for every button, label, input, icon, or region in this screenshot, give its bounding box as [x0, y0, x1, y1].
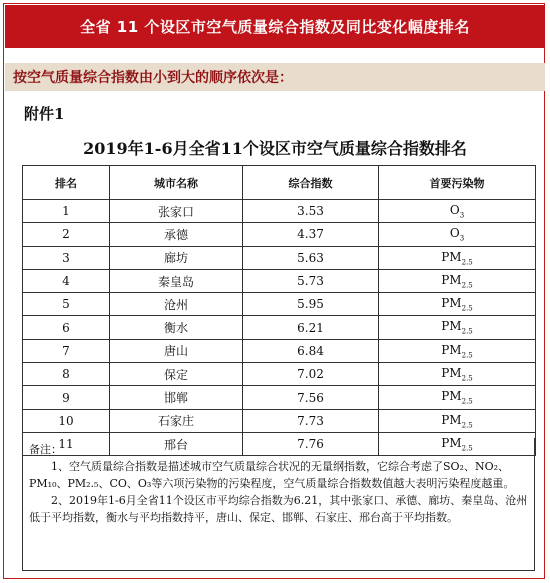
pollutant-cell — [379, 363, 536, 386]
table-row — [23, 223, 536, 246]
city-cell: 承德 — [110, 223, 243, 246]
pollutant-name: PM — [441, 319, 462, 334]
rank-cell: 8 — [23, 363, 110, 386]
city-cell: 唐山 — [110, 339, 243, 362]
pollutant-subscript: 2.5 — [461, 327, 473, 336]
pollutant-name: PM — [441, 249, 462, 264]
pollutant-cell — [379, 246, 536, 269]
city-cell: 石家庄 — [110, 409, 243, 432]
column-header-rank: 排名 — [23, 166, 110, 200]
pollutant-cell — [379, 200, 536, 223]
pollutant-name: PM — [441, 342, 462, 357]
pollutant-subscript: 2.5 — [461, 351, 473, 360]
rank-cell: 7 — [23, 339, 110, 362]
index-cell: 6.84 — [243, 339, 379, 362]
document-image — [5, 91, 545, 579]
city-cell: 张家口 — [110, 200, 243, 223]
pollutant-name: O — [449, 202, 460, 217]
pollutant-cell — [379, 293, 536, 316]
pollutant-subscript: 2.5 — [461, 421, 473, 430]
index-cell: 7.73 — [243, 409, 379, 432]
city-cell: 廊坊 — [110, 246, 243, 269]
table-row — [23, 363, 536, 386]
section-subheader — [5, 63, 545, 91]
index-cell: 5.95 — [243, 293, 379, 316]
notes-section — [22, 435, 535, 571]
index-cell: 3.53 — [243, 200, 379, 223]
index-cell: 7.76 — [243, 432, 379, 455]
rank-cell: 4 — [23, 269, 110, 292]
index-cell: 6.21 — [243, 316, 379, 339]
rank-cell: 10 — [23, 409, 110, 432]
table-row — [23, 316, 536, 339]
city-cell: 衡水 — [110, 316, 243, 339]
index-cell: 4.37 — [243, 223, 379, 246]
pollutant-name: PM — [441, 366, 462, 381]
attachment-label: 附件1 — [24, 105, 65, 123]
rank-cell: 5 — [23, 293, 110, 316]
pollutant-cell — [379, 223, 536, 246]
pollutant-name: PM — [441, 412, 462, 427]
table-row — [23, 293, 536, 316]
column-header-index: 综合指数 — [243, 166, 379, 200]
table-row — [23, 269, 536, 292]
column-header-pollutant: 首要污染物 — [379, 166, 536, 200]
pollutant-subscript: 3 — [459, 211, 465, 220]
table-body — [23, 200, 536, 456]
rank-cell: 11 — [23, 432, 110, 455]
city-cell: 邢台 — [110, 432, 243, 455]
banner-title: 全省 11 个设区市空气质量综合指数及同比变化幅度排名 — [80, 18, 470, 36]
city-cell: 沧州 — [110, 293, 243, 316]
pollutant-cell — [379, 409, 536, 432]
pollutant-name: PM — [441, 272, 462, 287]
table-header-row — [23, 166, 536, 200]
rank-cell: 1 — [23, 200, 110, 223]
notes-heading: 备注： — [29, 443, 62, 456]
city-cell: 保定 — [110, 363, 243, 386]
pollutant-cell — [379, 339, 536, 362]
pollutant-subscript: 2.5 — [461, 281, 473, 290]
pollutant-subscript: 2.5 — [461, 374, 473, 383]
index-cell: 7.02 — [243, 363, 379, 386]
city-cell: 邯郸 — [110, 386, 243, 409]
pollutant-subscript: 2.5 — [461, 397, 473, 406]
pollutant-subscript: 2.5 — [461, 304, 473, 313]
ranking-table — [22, 165, 536, 456]
table-row — [23, 339, 536, 362]
rank-cell: 2 — [23, 223, 110, 246]
pollutant-subscript: 2.5 — [461, 257, 473, 266]
table-row — [23, 246, 536, 269]
pollutant-name: PM — [441, 296, 462, 311]
rank-cell: 9 — [23, 386, 110, 409]
index-cell: 5.73 — [243, 269, 379, 292]
index-cell: 7.56 — [243, 386, 379, 409]
top-banner — [5, 5, 545, 48]
pollutant-cell — [379, 316, 536, 339]
city-cell: 秦皇岛 — [110, 269, 243, 292]
column-header-city: 城市名称 — [110, 166, 243, 200]
pollutant-name: O — [449, 226, 460, 241]
table-row — [23, 386, 536, 409]
pollutant-cell — [379, 386, 536, 409]
pollutant-name: PM — [441, 389, 462, 404]
note-2: 2、2019年1-6月全省11个设区市平均综合指数为6.21，其中张家口、承德、廊坊、秦皇岛、沧州低于平均指数，衡水与平均指数持平，唐山、保定、邯郸、石家庄、邢台高于平均指数。 — [29, 494, 528, 524]
document-title: 2019年1-6月全省11个设区市空气质量综合指数排名 — [83, 139, 467, 158]
index-cell: 5.63 — [243, 246, 379, 269]
pollutant-name: PM — [441, 435, 462, 450]
pollutant-cell — [379, 269, 536, 292]
subheader-text: 按空气质量综合指数由小到大的顺序依次是： — [13, 70, 293, 86]
note-1: 1、空气质量综合指数是描述城市空气质量综合状况的无量纲指数，它综合考虑了SO₂、NO₂、PM₁₀、PM₂.₅、CO、O₃等六项污染物的污染程度，空气质量综合指数数值越大表明污染程度越重。 — [29, 460, 515, 490]
table-row — [23, 200, 536, 223]
table-row — [23, 409, 536, 432]
rank-cell: 6 — [23, 316, 110, 339]
pollutant-subscript: 3 — [459, 234, 465, 243]
pollutant-subscript: 2.5 — [461, 444, 473, 453]
rank-cell: 3 — [23, 246, 110, 269]
